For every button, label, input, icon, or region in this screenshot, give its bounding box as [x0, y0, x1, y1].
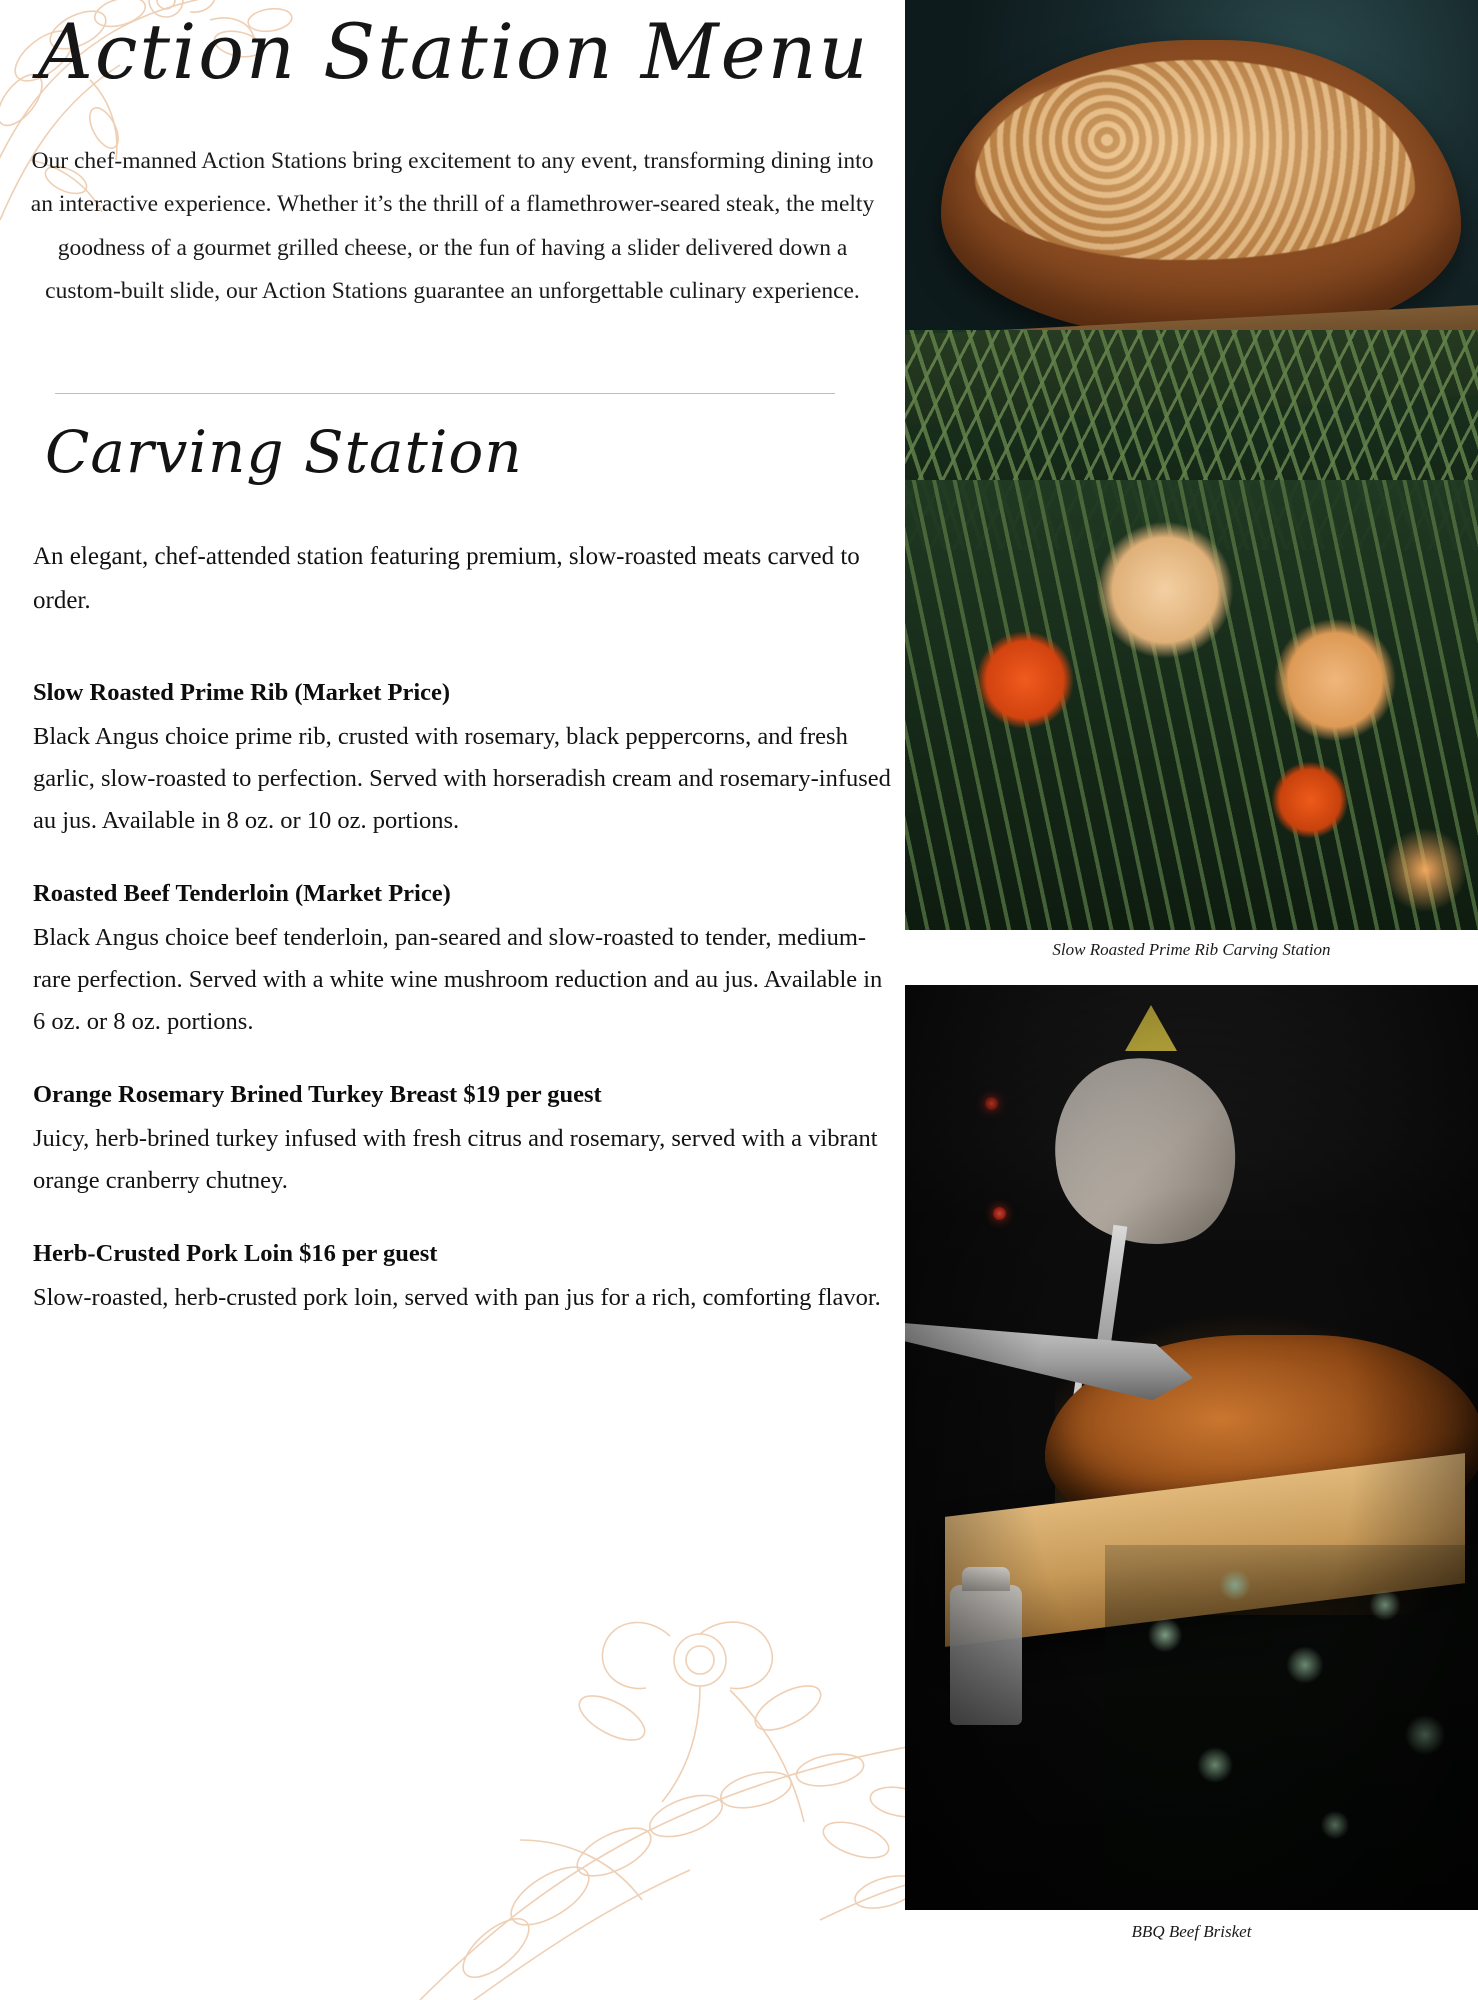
- section-description: An elegant, chef-attended station featuring premium, slow-roasted meats carved to order.: [33, 543, 860, 614]
- photo-beef-brisket: [905, 985, 1478, 1910]
- menu-item-list: [33, 675, 893, 1353]
- photo-caption: BBQ Beef Brisket: [1131, 1922, 1252, 1941]
- section-divider: [55, 393, 835, 394]
- section-heading: Carving Station: [45, 418, 523, 486]
- photo-caption: Slow Roasted Prime Rib Carving Station: [1052, 940, 1331, 959]
- menu-item-description: Slow-roasted, herb-crusted pork loin, served with pan jus for a rich, comforting flavor.: [33, 1284, 881, 1311]
- photo-column: [905, 0, 1478, 2000]
- menu-item-description: Black Angus choice beef tenderloin, pan-seared and slow-roasted to tender, medium-rare perfection. Served with a white wine mushroom reduction and au jus. Available in 6 oz. or 8 oz. portions.: [33, 923, 883, 1036]
- photo-prime-rib: [905, 0, 1478, 930]
- menu-item-name: Herb-Crusted Pork Loin $16 per guest: [33, 1240, 438, 1268]
- menu-item-name: Orange Rosemary Brined Turkey Breast $19 per guest: [33, 1081, 602, 1109]
- menu-item-name: Roasted Beef Tenderloin (Market Price): [33, 880, 451, 908]
- menu-item: [33, 675, 893, 842]
- menu-item: [33, 1077, 893, 1202]
- page-title: Action Station Menu: [38, 7, 870, 96]
- menu-item-description: Juicy, herb-brined turkey infused with fresh citrus and rosemary, served with a vibrant orange cranberry chutney.: [33, 1125, 878, 1195]
- menu-item-description: Black Angus choice prime rib, crusted with rosemary, black peppercorns, and fresh garlic, slow-roasted to perfection. Served with horseradish cream and rosemary-infused au jus. Available in 8 oz. or 10 oz. portions.: [33, 722, 891, 834]
- menu-item: [33, 876, 893, 1043]
- menu-item-name: Slow Roasted Prime Rib (Market Price): [33, 679, 451, 706]
- intro-paragraph: Our chef-manned Action Stations bring excitement to any event, transforming dining into an interactive experience. Whether it’s the thrill of a flamethrower-seared steak, the melty goodness of a gourmet grilled cheese, or the fun of having a slider delivered down a custom-built slide, our Action Stations guarantee an unforgettable culinary experience.: [30, 148, 875, 305]
- menu-item: [33, 1236, 893, 1319]
